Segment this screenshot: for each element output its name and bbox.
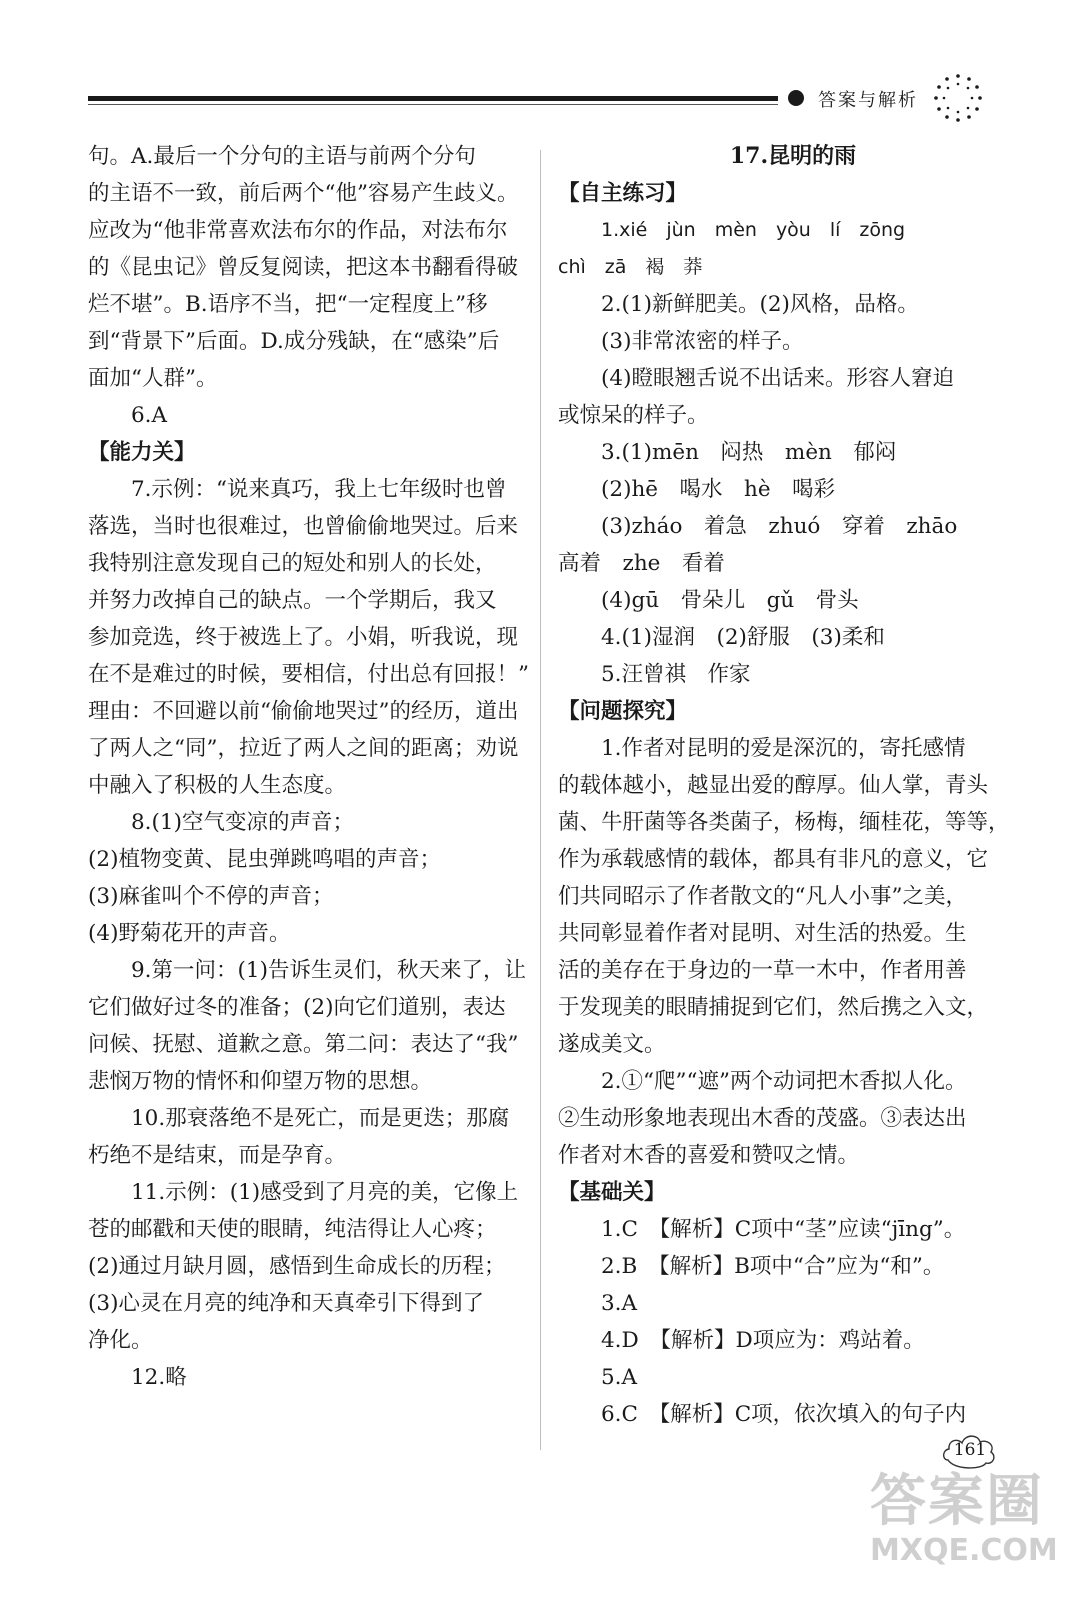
answer-item: (3)非常浓密的样子。 bbox=[601, 329, 804, 354]
answer-item: 6.A bbox=[131, 403, 168, 428]
text-line: 悲悯万物的情怀和仰望万物的思想。 bbox=[88, 1069, 433, 1094]
header-rule-thick bbox=[88, 96, 778, 101]
section-heading: 【问题探究】 bbox=[558, 699, 688, 724]
text-line: 了两人之“同”，拉近了两人之间的距离；劝说 bbox=[88, 736, 519, 761]
answer-item: 11.示例：(1)感受到了月亮的美，它像上 bbox=[131, 1180, 519, 1205]
section-heading: 【能力关】 bbox=[88, 440, 196, 465]
watermark bbox=[870, 1470, 1080, 1580]
answer-item: 1.C 【解析】C项中“茎”应读“jīng”。 bbox=[601, 1217, 966, 1242]
answer-item: 2.(1)新鲜肥美。(2)风格，品格。 bbox=[601, 292, 919, 317]
answer-item: 3.A bbox=[601, 1291, 638, 1316]
section-heading: 【基础关】 bbox=[558, 1180, 666, 1205]
answer-item: 1.xié jùn mèn yòu lí zōng bbox=[601, 219, 906, 241]
text-line: 作者对木香的喜爱和赞叹之情。 bbox=[558, 1143, 860, 1168]
header-bullet-icon bbox=[788, 90, 804, 106]
text-line: 在不是难过的时候，要相信，付出总有回报！” bbox=[88, 662, 529, 687]
answer-item: (2)hē 喝水 hè 喝彩 bbox=[601, 477, 836, 502]
text-line: (4)野菊花开的声音。 bbox=[88, 921, 291, 946]
text-line: 它们做好过冬的准备；(2)向它们道别，表达 bbox=[88, 995, 506, 1020]
answer-item: 8.(1)空气变凉的声音； bbox=[131, 810, 354, 835]
text-line: 朽绝不是结束，而是孕育。 bbox=[88, 1143, 347, 1168]
text-line: 的载体越小，越显出爱的醇厚。仙人掌，青头 bbox=[558, 773, 989, 798]
answer-item: (3)zháo 着急 zhuó 穿着 zhāo bbox=[601, 514, 958, 539]
text-line: 于发现美的眼睛捕捉到它们，然后携之入文， bbox=[558, 995, 989, 1020]
answer-item: (4)gū 骨朵儿 gǔ 骨头 bbox=[601, 588, 859, 613]
text-line: 共同彰显着作者对昆明、对生活的热爱。生 bbox=[558, 921, 967, 946]
right-column bbox=[558, 138, 1010, 1433]
answer-item: 5.A bbox=[601, 1365, 638, 1390]
answer-item: 10.那衰落绝不是死亡，而是更迭；那腐 bbox=[131, 1106, 510, 1131]
text-line: (3)麻雀叫个不停的声音； bbox=[88, 884, 334, 909]
page-number: 161 bbox=[953, 1440, 987, 1460]
answer-item: 4.D 【解析】D项应为：鸡站着。 bbox=[601, 1328, 925, 1353]
text-line: 中融入了积极的人生态度。 bbox=[88, 773, 347, 798]
text-line: chì zā 褐 莽 bbox=[558, 256, 703, 278]
text-line: 遂成美文。 bbox=[558, 1032, 666, 1057]
answer-item: 5.汪曾祺 作家 bbox=[601, 662, 751, 687]
text-line: (2)通过月缺月圆，感悟到生命成长的历程； bbox=[88, 1254, 506, 1279]
text-line: 理由：不回避以前“偷偷地哭过”的经历，道出 bbox=[88, 699, 519, 724]
answer-item: 7.示例：“说来真巧，我上七年级时也曾 bbox=[131, 477, 507, 502]
text-line: 高着 zhe 看着 bbox=[558, 551, 725, 576]
text-line: 到“背景下”后面。D.成分残缺，在“感染”后 bbox=[88, 329, 500, 354]
dotted-circle-icon bbox=[932, 72, 984, 124]
answer-item: 3.(1)mēn 闷热 mèn 郁闷 bbox=[601, 440, 897, 465]
answer-item: 4.(1)湿润 (2)舒服 (3)柔和 bbox=[601, 625, 885, 650]
text-line: ②生动形象地表现出木香的茂盛。③表达出 bbox=[558, 1106, 967, 1131]
lesson-title: 17.昆明的雨 bbox=[729, 143, 857, 169]
text-line: 问候、抚慰、道歉之意。第二问：表达了“我” bbox=[88, 1032, 519, 1057]
text-line: 参加竞选，终于被选上了。小娟，听我说，现 bbox=[88, 625, 519, 650]
text-line: 并努力改掉自己的缺点。一个学期后，我又 bbox=[88, 588, 497, 613]
text-line: 的主语不一致，前后两个“他”容易产生歧义。 bbox=[88, 181, 519, 206]
text-line: 应改为“他非常喜欢法布尔的作品，对法布尔 bbox=[88, 218, 508, 243]
text-line: 烂不堪”。B.语序不当，把“一定程度上”移 bbox=[88, 292, 488, 317]
text-line: (3)心灵在月亮的纯净和天真牵引下得到了 bbox=[88, 1291, 484, 1316]
text-line: 面加“人群”。 bbox=[88, 366, 218, 391]
answer-item: 2.B 【解析】B项中“合”应为“和”。 bbox=[601, 1254, 945, 1279]
text-line: 作为承载感情的载体，都具有非凡的意义，它 bbox=[558, 847, 989, 872]
answer-item: (4)瞪眼翘舌说不出话来。形容人窘迫 bbox=[601, 366, 954, 391]
text-line: (2)植物变黄、昆虫弹跳鸣唱的声音； bbox=[88, 847, 441, 872]
text-line: 的《昆虫记》曾反复阅读，把这本书翻看得破 bbox=[88, 255, 519, 280]
answer-item: 2.①“爬”“遮”两个动词把木香拟人化。 bbox=[601, 1069, 967, 1094]
watermark-url: MXQE.COM bbox=[870, 1533, 1058, 1568]
section-heading: 【自主练习】 bbox=[558, 181, 688, 206]
watermark-logo-text: 答案圈 bbox=[870, 1469, 1044, 1534]
text-line: 或惊呆的样子。 bbox=[558, 403, 709, 428]
text-line: 我特别注意发现自己的短处和别人的长处， bbox=[88, 551, 497, 576]
text-line: 落选，当时也很难过，也曾偷偷地哭过。后来 bbox=[88, 514, 519, 539]
text-line: 活的美存在于身边的一草一木中，作者用善 bbox=[558, 958, 967, 983]
column-divider bbox=[540, 150, 541, 1450]
text-line: 净化。 bbox=[88, 1328, 153, 1353]
left-column bbox=[88, 138, 528, 1396]
answer-item: 9.第一问：(1)告诉生灵们，秋天来了，让 bbox=[131, 958, 526, 983]
header-title: 答案与解析 bbox=[818, 90, 918, 111]
answer-item: 12.略 bbox=[131, 1365, 187, 1390]
answer-item: 6.C 【解析】C项，依次填入的句子内 bbox=[601, 1402, 967, 1427]
text-line: 们共同昭示了作者散文的“凡人小事”之美， bbox=[558, 884, 967, 909]
answer-item: 1.作者对昆明的爱是深沉的，寄托感情 bbox=[601, 736, 966, 761]
text-line: 句。A.最后一个分句的主语与前两个分句 bbox=[88, 144, 476, 169]
text-line: 苍的邮戳和天使的眼睛，纯洁得让人心疼； bbox=[88, 1217, 497, 1242]
text-line: 菌、牛肝菌等各类菌子，杨梅，缅桂花，等等， bbox=[558, 810, 1010, 835]
header-rule-thin bbox=[88, 104, 778, 105]
